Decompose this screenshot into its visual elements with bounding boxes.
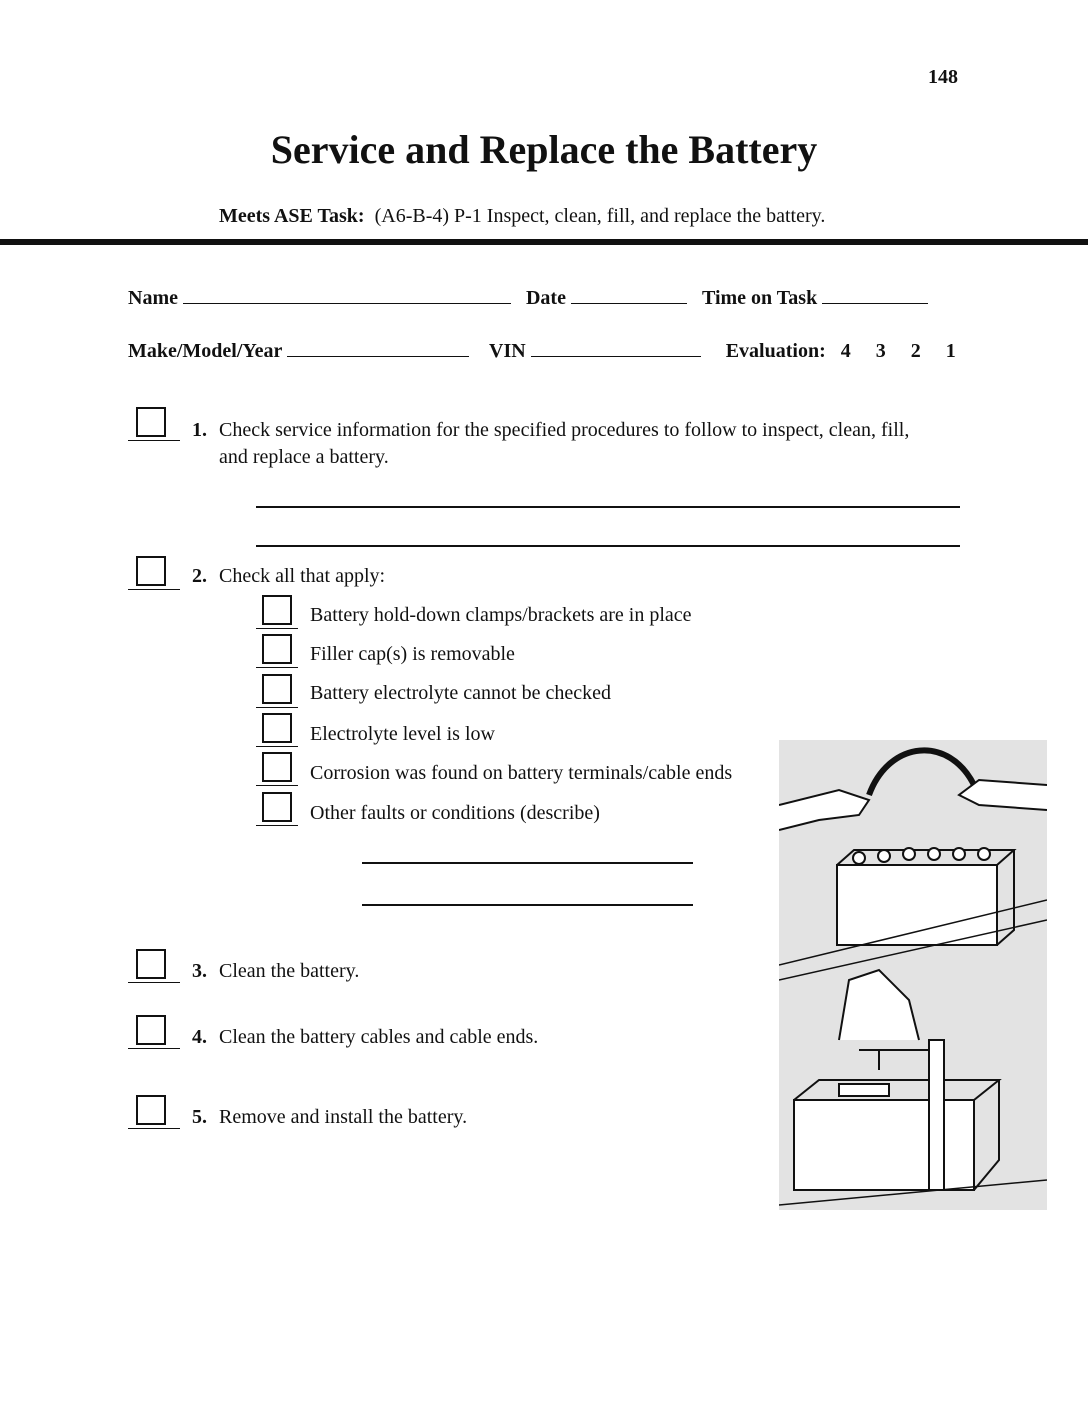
sub-item-label: Corrosion was found on battery terminals/cable ends bbox=[310, 762, 733, 784]
sub-item-checkbox[interactable] bbox=[256, 792, 298, 826]
name-label: Name bbox=[128, 287, 178, 309]
sub-item-label: Battery electrolyte cannot be checked bbox=[310, 682, 611, 704]
date-field[interactable] bbox=[571, 285, 687, 304]
ase-task bbox=[219, 205, 825, 228]
vin-field[interactable] bbox=[531, 338, 701, 357]
time-on-task-label: Time on Task bbox=[701, 287, 818, 309]
vin-label: VIN bbox=[489, 340, 526, 362]
step-4-text: Clean the battery cables and cable ends. bbox=[219, 1026, 539, 1048]
sub-item-checkbox[interactable] bbox=[256, 752, 298, 786]
sub-item-label: Electrolyte level is low bbox=[310, 723, 495, 745]
name-field[interactable] bbox=[183, 285, 511, 304]
step-2-number: 2. bbox=[192, 565, 207, 587]
describe-line[interactable] bbox=[362, 904, 693, 906]
name-row bbox=[128, 285, 928, 310]
evaluation-label: Evaluation: bbox=[725, 340, 826, 362]
evaluation-score-1[interactable]: 1 bbox=[945, 340, 956, 362]
step-3-number: 3. bbox=[192, 960, 207, 982]
make-model-year-label: Make/Model/Year bbox=[128, 340, 283, 362]
sub-item-label: Other faults or conditions (describe) bbox=[310, 802, 600, 824]
step-1-answer-line[interactable] bbox=[256, 545, 960, 547]
ase-task-label: Meets ASE Task: bbox=[219, 205, 365, 227]
make-model-year-field[interactable] bbox=[287, 338, 469, 357]
step-2-text: Check all that apply: bbox=[219, 565, 386, 587]
step-1-text: Check service information for the specified procedures to follow to inspect, clean, fill, bbox=[219, 419, 910, 441]
ase-task-text: (A6-B-4) P-1 Inspect, clean, fill, and replace the battery. bbox=[374, 205, 826, 227]
step-5-number: 5. bbox=[192, 1106, 207, 1128]
sub-item-checkbox[interactable] bbox=[256, 674, 298, 708]
sub-item-checkbox[interactable] bbox=[256, 595, 298, 629]
evaluation-score-3[interactable]: 3 bbox=[875, 340, 886, 362]
step-1-text-cont: and replace a battery. bbox=[219, 446, 389, 468]
describe-line[interactable] bbox=[362, 862, 693, 864]
step-3-text: Clean the battery. bbox=[219, 960, 360, 982]
time-on-task-field[interactable] bbox=[822, 285, 928, 304]
step-1-answer-line[interactable] bbox=[256, 506, 960, 508]
vehicle-row bbox=[128, 338, 956, 363]
sub-item-label: Battery hold-down clamps/brackets are in place bbox=[310, 604, 692, 626]
evaluation-score-2[interactable]: 2 bbox=[910, 340, 921, 362]
step-3-checkbox[interactable] bbox=[128, 949, 180, 983]
step-4-checkbox[interactable] bbox=[128, 1015, 180, 1049]
step-1-checkbox[interactable] bbox=[128, 407, 180, 441]
step-1-number: 1. bbox=[192, 419, 207, 441]
battery-illustration bbox=[779, 740, 1047, 1210]
step-5-text: Remove and install the battery. bbox=[219, 1106, 468, 1128]
step-4-number: 4. bbox=[192, 1026, 207, 1048]
page-number: 148 bbox=[928, 66, 958, 88]
step-5-checkbox[interactable] bbox=[128, 1095, 180, 1129]
evaluation-score-4[interactable]: 4 bbox=[840, 340, 851, 362]
sub-item-checkbox[interactable] bbox=[256, 634, 298, 668]
date-label: Date bbox=[525, 287, 566, 309]
header-divider bbox=[0, 239, 1088, 245]
sub-item-checkbox[interactable] bbox=[256, 713, 298, 747]
page-title: Service and Replace the Battery bbox=[270, 127, 818, 172]
sub-item-label: Filler cap(s) is removable bbox=[310, 643, 515, 665]
step-2-checkbox[interactable] bbox=[128, 556, 180, 590]
